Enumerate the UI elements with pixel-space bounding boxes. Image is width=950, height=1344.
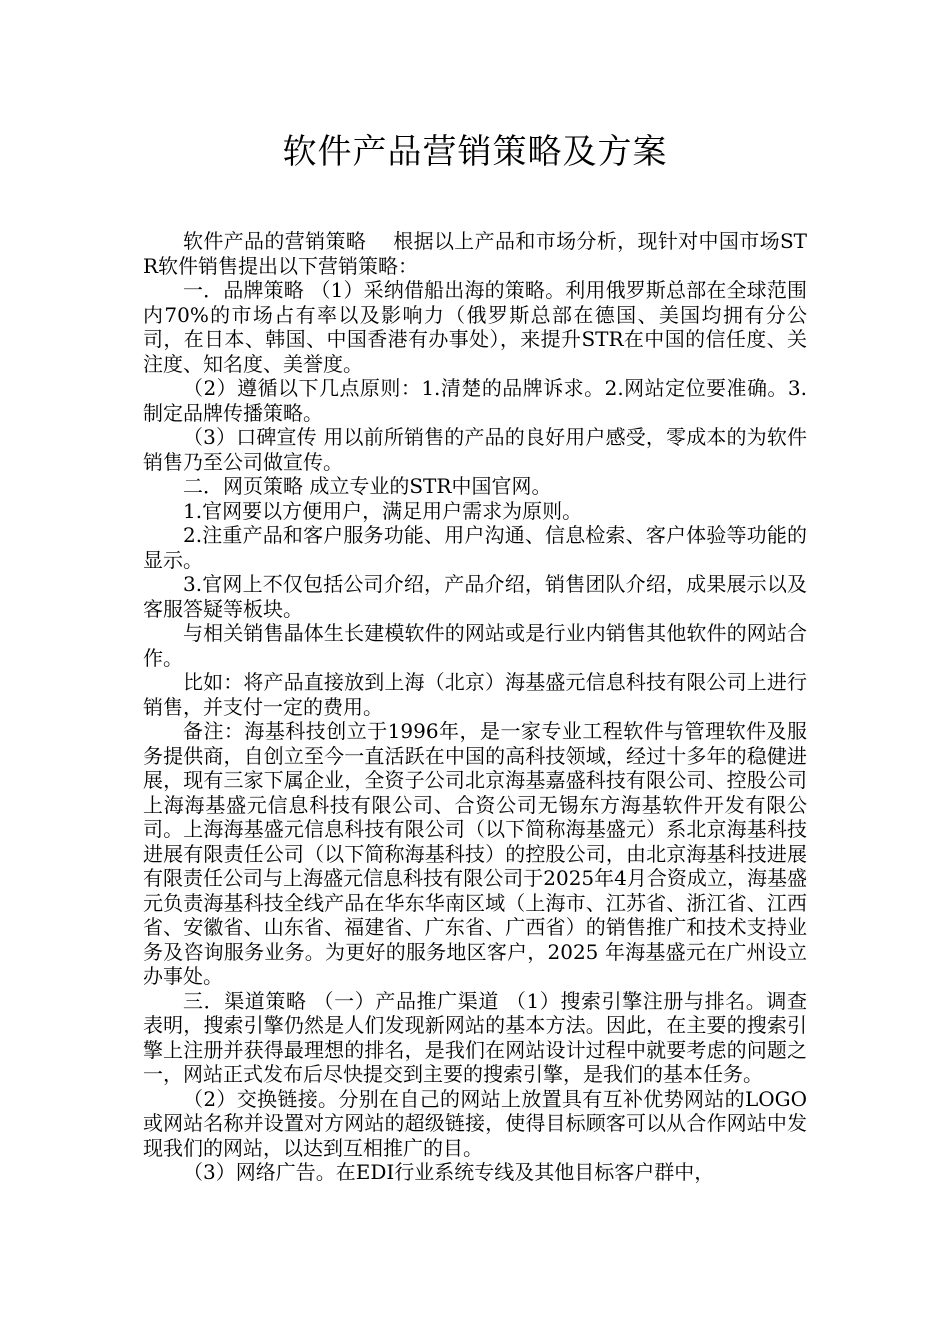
- paragraph-web-point-1: 1.官网要以方便用户，满足用户需求为原则。: [183, 498, 583, 523]
- document-title: 软件产品营销策略及方案: [282, 132, 668, 172]
- paragraph-web-strategy: 二．网页策略 成立专业的STR中国官网。: [183, 474, 552, 498]
- paragraph-web-point-2: 2.注重产品和客户服务功能、用户沟通、信息检索、客户体验等功能的显示。: [143, 523, 807, 572]
- paragraph-intro: 软件产品的营销策略 根据以上产品和市场分析，现针对中国市场STR软件销售提出以下营销策略：: [143, 229, 807, 278]
- paragraph-note: 备注：海基科技创立于1996年，是一家专业工程软件与管理软件及服务提供商，自创立至今一直活跃在中国的高科技领域，经过十多年的稳健进展，现有三家下属企业，全资子公司北京海基嘉盛科技有限公司、控股公司上海海基盛元信息科技有限公司、合资公司无锡东方海基软件开发有限公司。上海海基盛元信息科技有限公司（以下简称海基盛元）系北京海基科技进展有限责任公司（以下简称海基科技）的控股公司，由北京海基科技进展有限责任公司与上海盛元信息科技有限公司于2025年4月合资成立，海基盛元负责海基科技全线产品在华东华南区域（上海市、江苏省、浙江省、江西省、安徽省、山东省、福建省、广东省、广西省）的销售推广和技术支持业务及咨询服务业务。为更好的服务地区客户，2025 年海基盛元在广州设立办事处。: [143, 719, 807, 988]
- paragraph-word-of-mouth: （3）口碑宣传 用以前所销售的产品的良好用户感受，零成本的为软件销售乃至公司做宣传。: [143, 425, 807, 474]
- paragraph-example: 比如：将产品直接放到上海（北京）海基盛元信息科技有限公司上进行销售，并支付一定的费用。: [143, 670, 807, 719]
- paragraph-brand-strategy: 一．品牌策略 （1）采纳借船出海的策略。利用俄罗斯总部在全球范围内70%的市场占有率以及影响力（俄罗斯总部在德国、美国均拥有分公司，在日本、韩国、中国香港有办事处），来提升STR在中国的信任度、关注度、知名度、美誉度。: [143, 278, 807, 376]
- paragraph-brand-principles: （2）遵循以下几点原则：1.清楚的品牌诉求。2.网站定位要准确。3.制定品牌传播策略。: [143, 376, 807, 425]
- paragraph-web-point-3: 3.官网上不仅包括公司介绍，产品介绍，销售团队介绍，成果展示以及客服答疑等板块。: [143, 572, 807, 621]
- paragraph-channel-strategy: 三．渠道策略 （一）产品推广渠道 （1）搜索引擎注册与排名。调查表明，搜索引擎仍然是人们发现新网站的基本方法。因此，在主要的搜索引擎上注册并获得最理想的排名，是我们在网站设计过程中就要考虑的问题之一，网站正式发布后尽快提交到主要的搜索引擎，是我们的基本任务。: [143, 988, 807, 1086]
- paragraph-online-ads: （3）网络广告。在EDI行业系统专线及其他目标客户群中，: [183, 1160, 715, 1184]
- document-page: [143, 125, 807, 1185]
- paragraph-partner-sites: 与相关销售晶体生长建模软件的网站或是行业内销售其他软件的网站合作。: [143, 621, 807, 670]
- paragraph-exchange-links: （2）交换链接。分别在自己的网站上放置具有互补优势网站的LOGO或网站名称并设置对方网站的超级链接，使得目标顾客可以从合作网站中发现我们的网站，以达到互相推广的目。: [143, 1086, 807, 1160]
